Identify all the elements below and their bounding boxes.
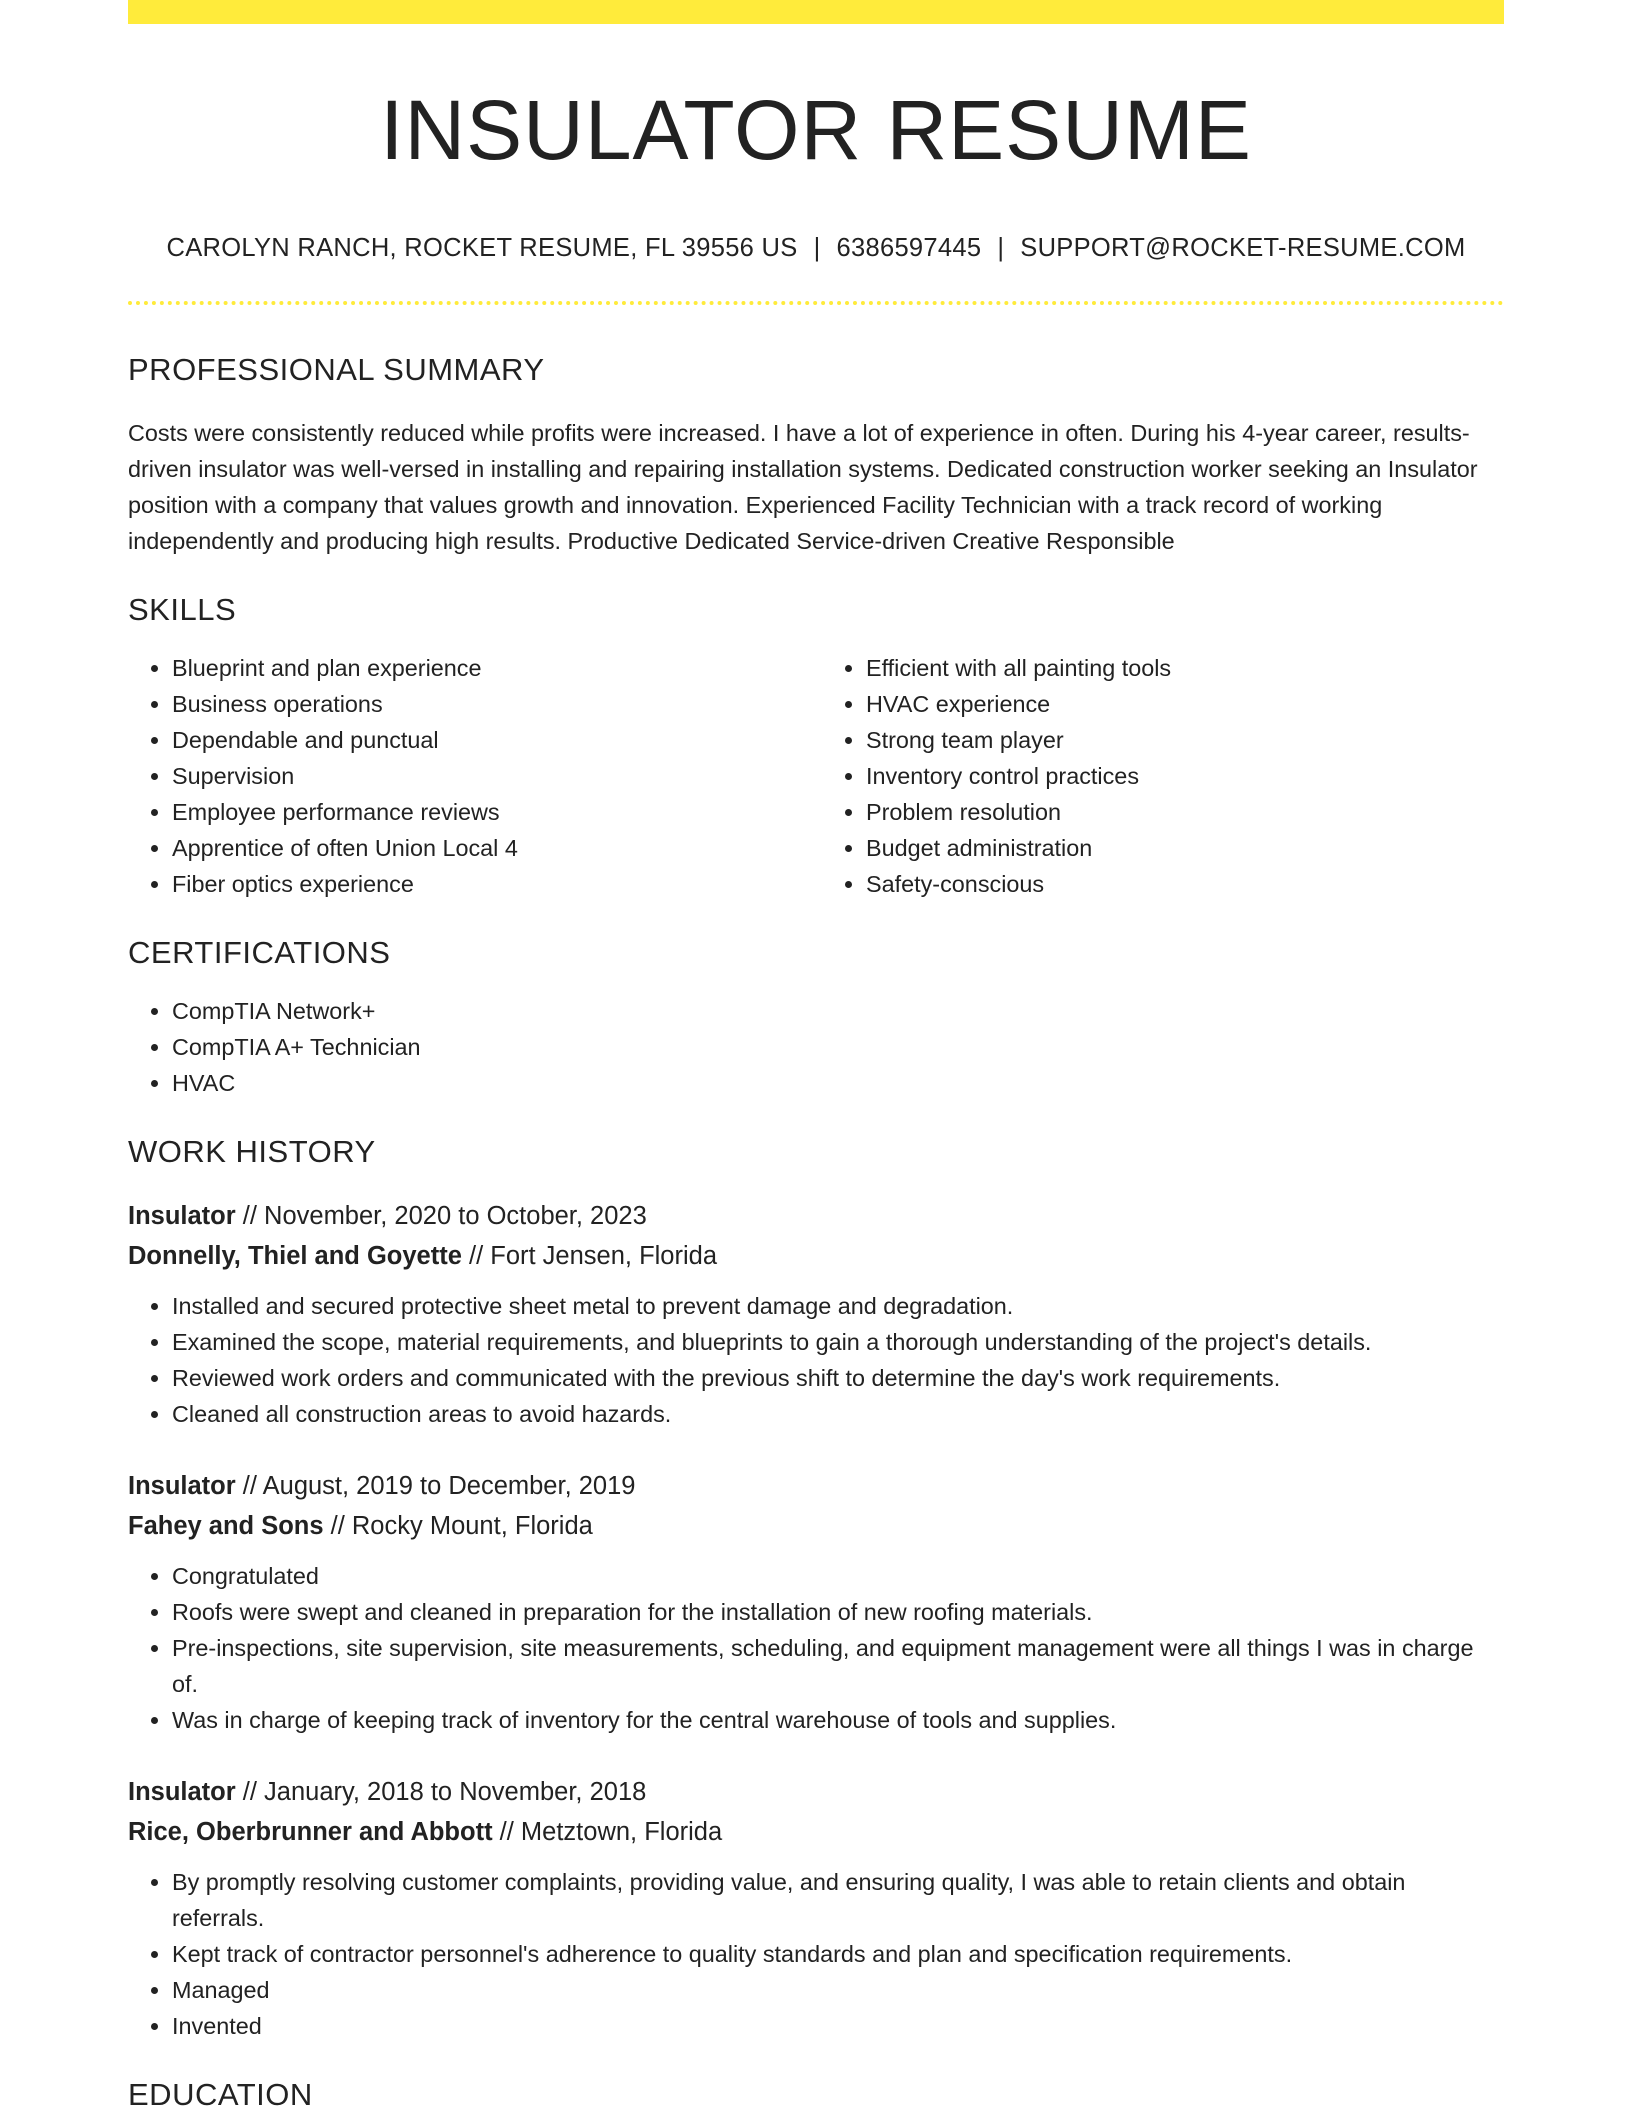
job-dates: // August, 2019 to December, 2019 [242, 1472, 636, 1501]
skills-heading: SKILLS [128, 591, 237, 627]
job-title: Insulator [128, 1778, 236, 1807]
resume-title: INSULATOR RESUME [380, 83, 1252, 177]
work-history-list [128, 1196, 1504, 2044]
job-dates: // November, 2020 to October, 2023 [242, 1202, 647, 1231]
job-bullet: • Kept track of contractor personnel's adherence to quality standards and plan and specification requirements. [172, 1936, 1504, 1972]
job-bullet: • Pre-inspections, site supervision, site measurements, scheduling, and equipment management were all things I was in charge of. [172, 1630, 1504, 1702]
job-location: // Metztown, Florida [499, 1818, 723, 1847]
skills-list-right [816, 650, 1504, 902]
list-item: • Fiber optics experience [172, 866, 816, 902]
job-bullet: • Managed [172, 1972, 1504, 2008]
job-company-line [128, 1812, 1504, 1852]
job-bullets [128, 1558, 1504, 1738]
list-item: • Business operations [172, 686, 816, 722]
summary-heading: PROFESSIONAL SUMMARY [128, 352, 545, 388]
job-entry [128, 1196, 1504, 1432]
job-location: // Rocky Mount, Florida [330, 1512, 593, 1541]
job-entry [128, 1772, 1504, 2044]
job-bullet: • Was in charge of keeping track of inventory for the central warehouse of tools and supplies. [172, 1702, 1504, 1738]
list-item: • Problem resolution [866, 794, 1504, 830]
skills-columns [128, 650, 1504, 902]
job-dates: // January, 2018 to November, 2018 [242, 1778, 647, 1807]
list-item: • Efficient with all painting tools [866, 650, 1504, 686]
job-location: // Fort Jensen, Florida [469, 1242, 718, 1271]
list-item: • Budget administration [866, 830, 1504, 866]
contact-phone: 6386597445 [836, 234, 982, 263]
resume-page [128, 0, 1504, 2113]
job-bullet: • Examined the scope, material requirements, and blueprints to gain a thorough understanding of the project's details. [172, 1324, 1504, 1360]
list-item: • CompTIA A+ Technician [172, 1029, 1504, 1065]
list-item: • Dependable and punctual [172, 722, 816, 758]
job-title-line [128, 1466, 1504, 1506]
contact-line [128, 234, 1504, 263]
certifications-list [128, 993, 1504, 1101]
job-title: Insulator [128, 1202, 236, 1231]
job-company: Rice, Oberbrunner and Abbott [128, 1818, 493, 1847]
dotted-divider [128, 301, 1504, 305]
summary-text: Costs were consistently reduced while profits were increased. I have a lot of experience in often. During his 4-year career, results-driven insulator was well-versed in installing and repairing installation systems. Dedicated construction worker seeking an Insulator position with a company that values growth and innovation. Experienced Facility Technician with a track record of working independently and producing high results. Productive Dedicated Service-driven Creative Responsible [128, 419, 1478, 554]
job-title-line [128, 1772, 1504, 1812]
job-bullet: • Cleaned all construction areas to avoid hazards. [172, 1396, 1504, 1432]
job-company: Donnelly, Thiel and Goyette [128, 1242, 462, 1271]
education-heading: EDUCATION [128, 2077, 313, 2113]
certifications-heading: CERTIFICATIONS [128, 934, 391, 970]
list-item: • Safety-conscious [866, 866, 1504, 902]
list-item: • HVAC experience [866, 686, 1504, 722]
list-item: • Supervision [172, 758, 816, 794]
list-item: • Employee performance reviews [172, 794, 816, 830]
job-bullets [128, 1288, 1504, 1432]
job-company: Fahey and Sons [128, 1512, 324, 1541]
job-bullet: • Invented [172, 2008, 1504, 2044]
job-bullet: • Installed and secured protective sheet metal to prevent damage and degradation. [172, 1288, 1504, 1324]
job-bullet: • Congratulated [172, 1558, 1504, 1594]
contact-email: SUPPORT@ROCKET-RESUME.COM [1020, 234, 1466, 263]
job-bullet: • Reviewed work orders and communicated with the previous shift to determine the day's work requirements. [172, 1360, 1504, 1396]
job-company-line [128, 1506, 1504, 1546]
list-item: • Blueprint and plan experience [172, 650, 816, 686]
job-bullet: • By promptly resolving customer complaints, providing value, and ensuring quality, I was able to retain clients and obtain referrals. [172, 1864, 1504, 1936]
list-item: • Inventory control practices [866, 758, 1504, 794]
job-company-line [128, 1236, 1504, 1276]
list-item: • Strong team player [866, 722, 1504, 758]
contact-separator: | [997, 234, 1005, 263]
job-title: Insulator [128, 1472, 236, 1501]
job-title-line [128, 1196, 1504, 1236]
list-item: • Apprentice of often Union Local 4 [172, 830, 816, 866]
contact-address: CAROLYN RANCH, ROCKET RESUME, FL 39556 US [166, 234, 798, 263]
job-bullets [128, 1864, 1504, 2044]
list-item: • CompTIA Network+ [172, 993, 1504, 1029]
work-history-heading: WORK HISTORY [128, 1133, 376, 1169]
list-item: • HVAC [172, 1065, 1504, 1101]
accent-top-bar [128, 0, 1504, 24]
contact-separator: | [813, 234, 821, 263]
job-bullet: • Roofs were swept and cleaned in preparation for the installation of new roofing materials. [172, 1594, 1504, 1630]
job-entry [128, 1466, 1504, 1738]
skills-list-left [128, 650, 816, 902]
